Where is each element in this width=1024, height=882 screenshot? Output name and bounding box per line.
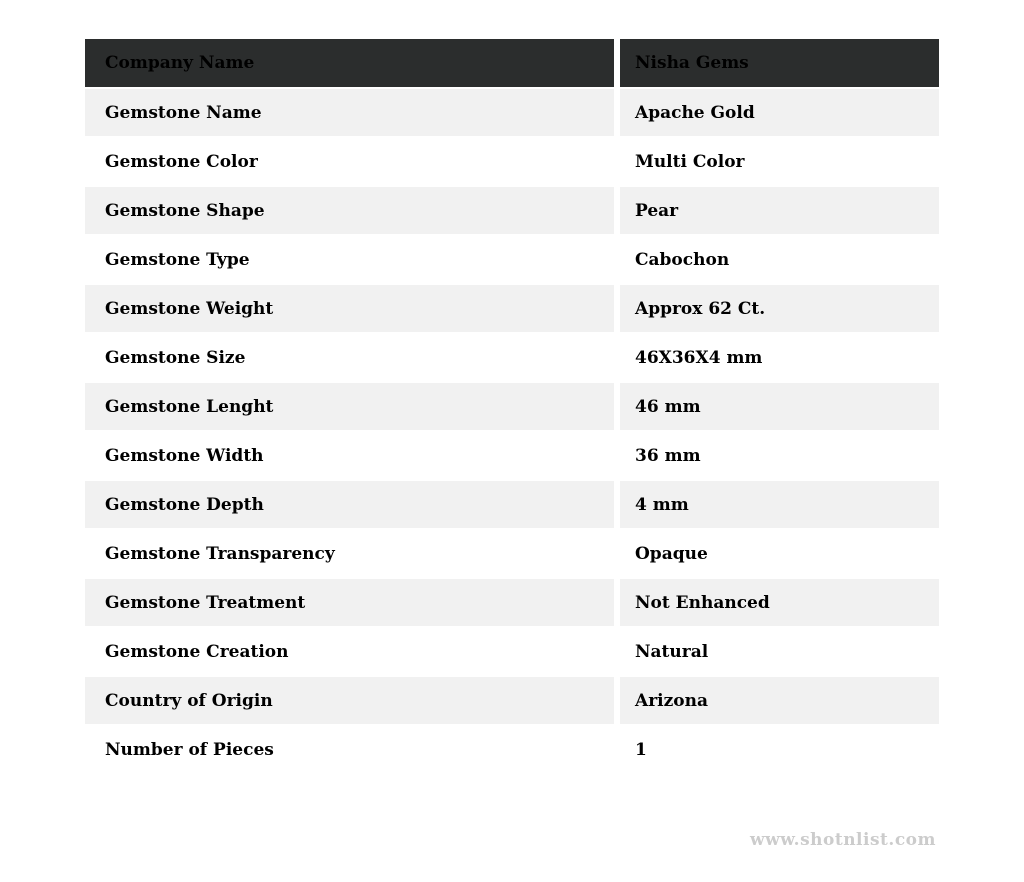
row-value: Approx 62 Ct. [617, 284, 939, 333]
company-name-value: Nisha Gems [617, 39, 939, 88]
table-row [85, 431, 939, 480]
row-value: Pear [617, 186, 939, 235]
row-label: Gemstone Weight [85, 284, 617, 333]
row-label: Gemstone Treatment [85, 578, 617, 627]
row-value: 36 mm [617, 431, 939, 480]
table-row [85, 578, 939, 627]
row-label: Country of Origin [85, 676, 617, 725]
row-label: Gemstone Depth [85, 480, 617, 529]
row-value: 1 [617, 725, 939, 774]
row-value: 46X36X4 mm [617, 333, 939, 382]
row-value: Apache Gold [617, 88, 939, 137]
row-value: Cabochon [617, 235, 939, 284]
row-value: Opaque [617, 529, 939, 578]
table-header [85, 39, 939, 88]
row-value: 46 mm [617, 382, 939, 431]
row-value: Arizona [617, 676, 939, 725]
row-label: Gemstone Shape [85, 186, 617, 235]
table-row [85, 333, 939, 382]
table-row [85, 88, 939, 137]
row-label: Gemstone Name [85, 88, 617, 137]
row-label: Gemstone Width [85, 431, 617, 480]
watermark-text: www.shotnlist.com [749, 830, 936, 850]
table-row [85, 627, 939, 676]
row-label: Number of Pieces [85, 725, 617, 774]
table-row [85, 529, 939, 578]
table-row [85, 676, 939, 725]
row-label: Gemstone Transparency [85, 529, 617, 578]
table-row [85, 186, 939, 235]
table-row [85, 137, 939, 186]
table-header-row [85, 39, 939, 88]
row-label: Gemstone Size [85, 333, 617, 382]
row-value: Not Enhanced [617, 578, 939, 627]
gemstone-spec-table [85, 39, 939, 775]
row-label: Gemstone Creation [85, 627, 617, 676]
table-row [85, 480, 939, 529]
row-value: Natural [617, 627, 939, 676]
table-row [85, 235, 939, 284]
row-value: 4 mm [617, 480, 939, 529]
row-label: Gemstone Lenght [85, 382, 617, 431]
table-row [85, 284, 939, 333]
table-row [85, 725, 939, 774]
company-name-label: Company Name [85, 39, 617, 88]
table-row [85, 382, 939, 431]
row-label: Gemstone Color [85, 137, 617, 186]
row-label: Gemstone Type [85, 235, 617, 284]
table-body [85, 88, 939, 774]
row-value: Multi Color [617, 137, 939, 186]
